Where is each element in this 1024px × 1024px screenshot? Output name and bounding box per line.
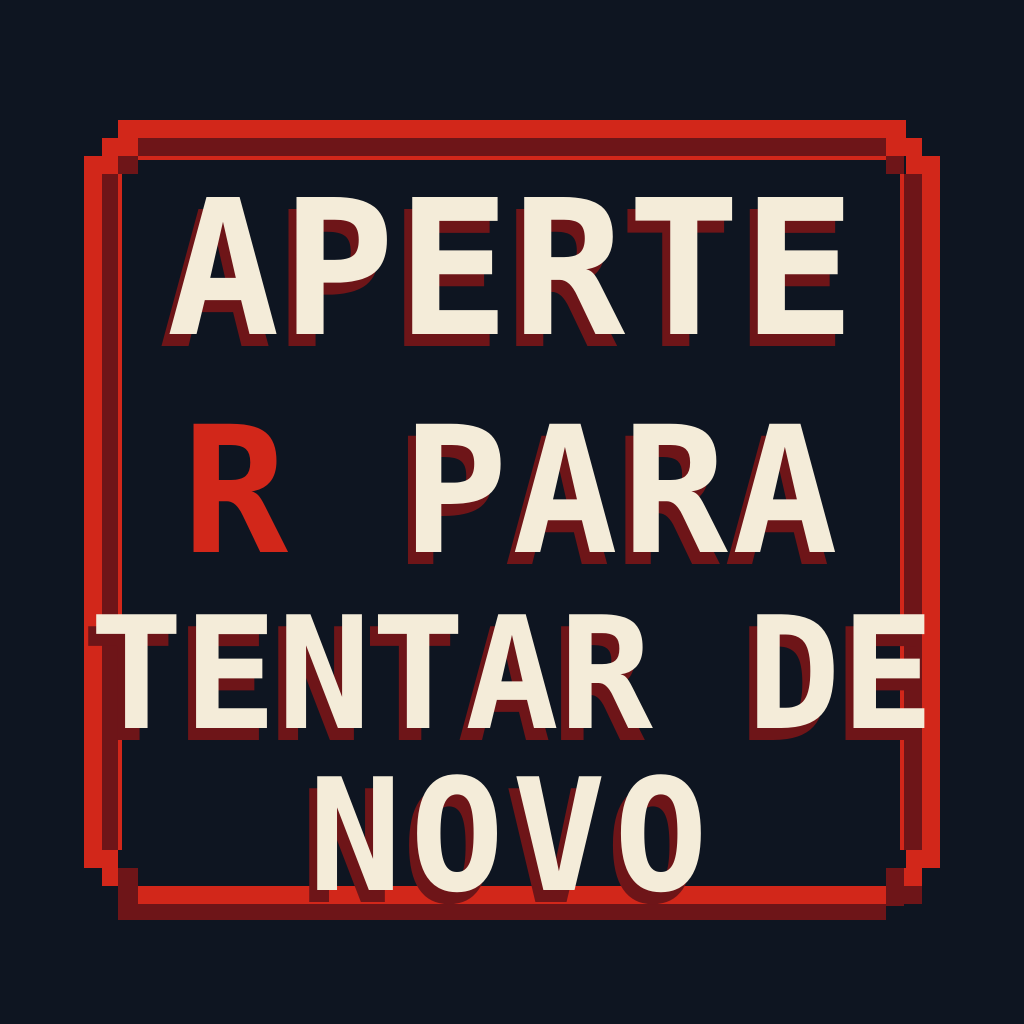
retry-key-r[interactable]: R bbox=[182, 389, 293, 594]
prompt-line-2 bbox=[0, 389, 1024, 594]
prompt-word-para: PARA bbox=[402, 389, 842, 594]
prompt-line-3: TENTAR DE bbox=[89, 583, 935, 765]
prompt-line-4: NOVO bbox=[308, 745, 716, 927]
prompt-line-1: APERTE bbox=[166, 160, 858, 379]
